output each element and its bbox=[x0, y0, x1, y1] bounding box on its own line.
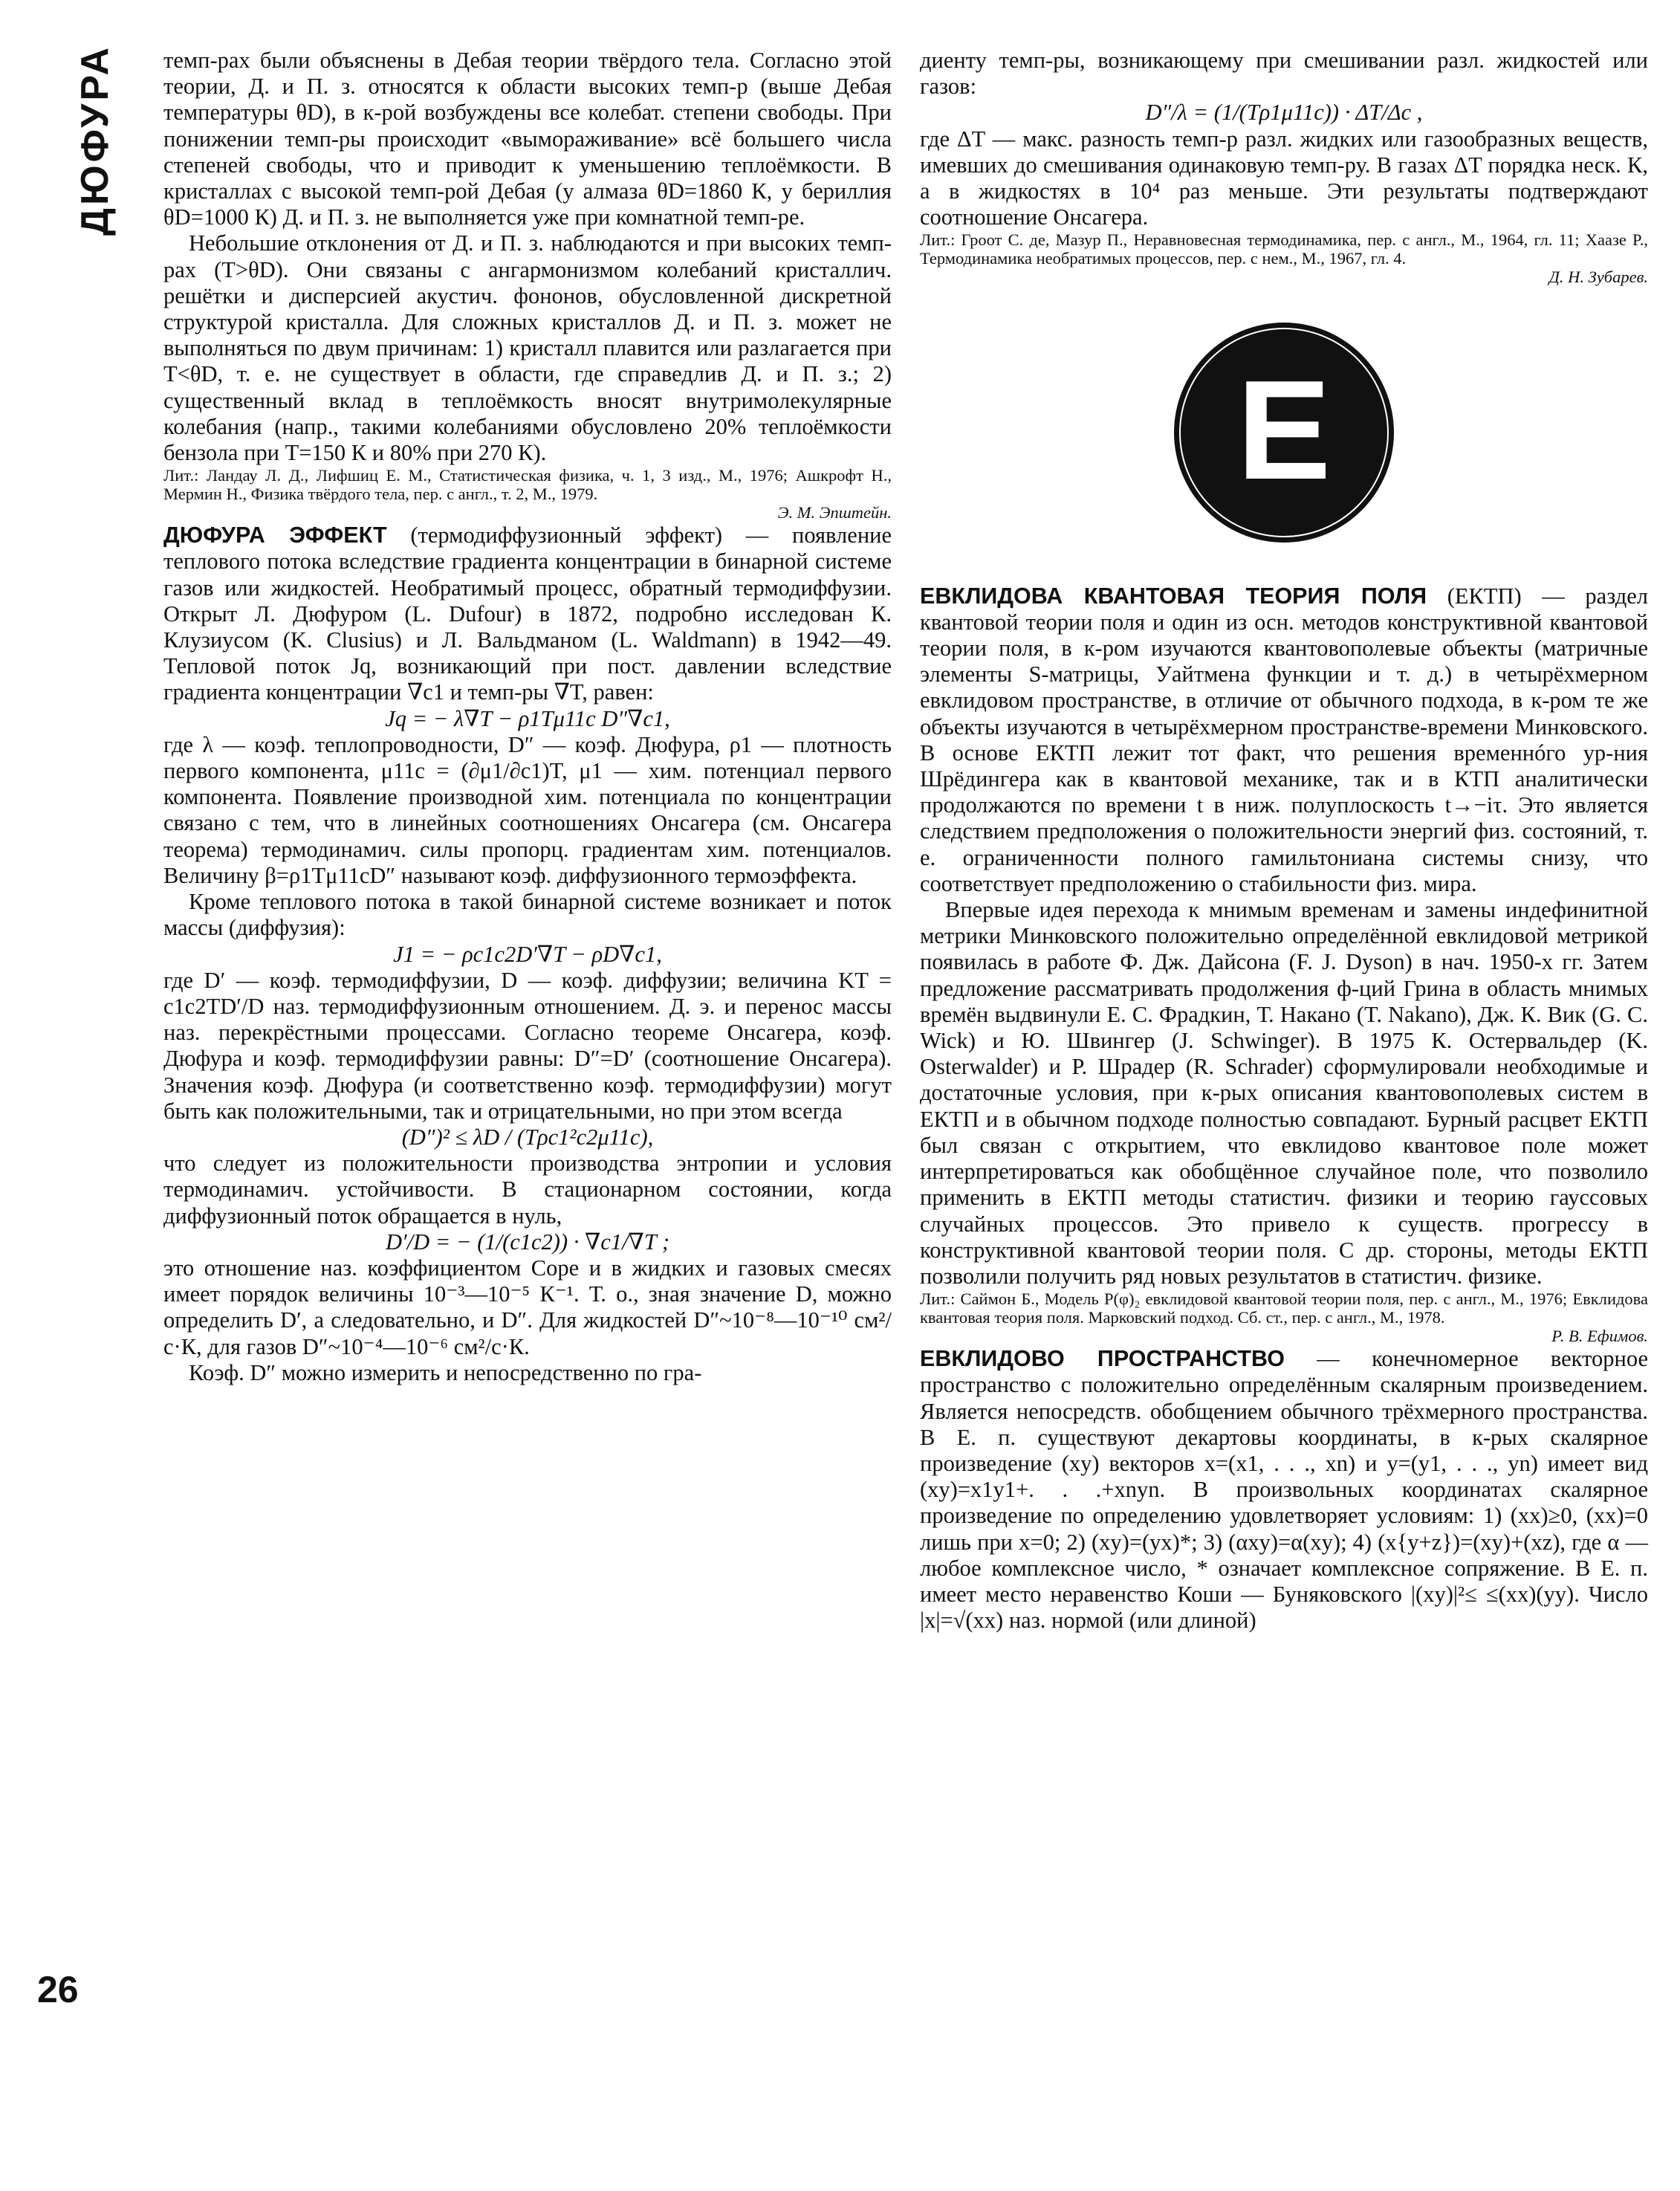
paragraph: Коэф. D″ можно измерить и непосредственно по гра- bbox=[189, 1359, 702, 1385]
formula: (D″)² ≤ λD / (Tρc1²c2μ11c), bbox=[401, 1124, 654, 1150]
formula: J1 = − ρc1c2D′∇T − ρD∇c1, bbox=[393, 941, 662, 967]
paragraph: Впервые идея перехода к мнимым временам и замены индефинитной метрики Минковского положительно определённой евклидовой метрикой появилась в работе Ф. Дж. Дайсона (F. J. Dyson) в нач. 1950-х гг. Затем предложение рассматривать продолжения ф-ций Грина в область мнимых времён выдвинули Е. С. Фрадкин, Т. Накано (T. Nakano), Дж. К. Вик (G. C. Wick) и Ю. Швингер (J. Schwinger). В 1975 К. Остервальдер (K. Osterwalder) и Р. Шрадер (R. Schrader) сформулировали необходимые и достаточные условия, при к-рых описания квантовополевых систем в ЕКТП и в обычном подходе полностью совпадают. Бурный расцвет ЕКТП был связан с открытием, что евклидово квантовое поле может интерпретироваться как обобщённое случайное поле, что позволило применить в ЕКТП методы статистич. физики и теорию гауссовых случайных процессов. Это привело к существ. прогрессу в конструктивной квантовой теории поля. С др. стороны, методы ЕКТП позволили получить ряд новых результатов в статистич. физике. bbox=[920, 897, 1648, 1289]
left-column bbox=[163, 48, 892, 1386]
paragraph: где λ — коэф. теплопроводности, D″ — коэф. Дюфура, ρ1 — плотность первого компонента, μ11c = (∂μ1/∂c1)T, μ1 — хим. потенциал первого компонента. Появление производной хим. потенциала по концентрации связано с тем, что в линейных соотношениях Онсагера (см. Онсагера теорема) термодинамич. силы пропорц. градиентам хим. потенциалов. Величину β=ρ1Tμ11cD″ называют коэф. диффузионного термоэффекта. bbox=[163, 731, 892, 888]
author-signature: Д. Н. Зубарев. bbox=[1548, 268, 1648, 287]
paragraph: Кроме теплового потока в такой бинарной системе возникает и поток массы (диффузия): bbox=[163, 889, 892, 941]
right-column bbox=[920, 48, 1648, 1634]
article-start bbox=[920, 1346, 1648, 1634]
article-title: ЕВКЛИДОВО ПРОСТРАНСТВО bbox=[920, 1346, 1285, 1372]
paragraph: темп-рах были объяснены в Дебая теории твёрдого тела. Согласно этой теории, Д. и П. з. относятся к области высоких темп-р (выше Дебая температуры θD), в к-рой возбуждены все колебат. степени свободы. При понижении темп-ры происходит «вымораживание» всё большего числа степеней свободы, что и приводит к уменьшению теплоёмкости. В кристаллах с высокой темп-рой Дебая (у алмаза θD=1860 К, у бериллия θD=1000 К) Д. и П. з. не выполняется уже при комнатной темп-ре. bbox=[163, 48, 892, 230]
literature-note: Лит.: Гроот С. де, Мазур П., Неравновесная термодинамика, пер. с англ., М., 1964, гл. 11; Хаазе Р., Термодинамика необратимых процессов, пер. с нем., М., 1967, гл. 4. bbox=[920, 230, 1648, 268]
paragraph: диенту темп-ры, возникающему при смешивании разл. жидкостей или газов: bbox=[920, 48, 1648, 100]
paragraph: Небольшие отклонения от Д. и П. з. наблюдаются и при высоких темп-рах (T>θD). Они связаны с ангармонизмом колебаний кристаллич. решётки и дисперсией акустич. фононов, обусловленной дискретной структурой кристалла. Для сложных кристаллов Д. и П. з. может не выполняться по двум причинам: 1) кристалл плавится или разлагается при T<θD, т. е. не существует в области, где справедлив Д. и П. з.; 2) существенный вклад в теплоёмкость вносят внутримолекулярные колебания (напр., такими колебаниями обусловлено 20% теплоёмкости бензола при T=150 К и 80% при 270 К). bbox=[163, 230, 892, 466]
article-lead: (ЕКТП) — раздел квантовой теории поля и один из осн. методов конструктивной квантовой теории поля, в к-ром изучаются квантовополевые объекты (матричные элементы S-матрицы, Уайтмена функции и т. д.) в четырёхмерном евклидовом пространстве, в отличие от обычного подхода, в к-ром те же объекты изучаются в четырёхмерном пространстве-времени Минковского. В основе ЕКТП лежит тот факт, что решения временнóго ур-ния Шрёдингера как в квантовой механике, так и в КТП аналитически продолжаются по времени t в ниж. полуплоскость t→−iτ. Это является следствием предположения о положительности энергий физ. состояний, т. е. ограниченности полного гамильтониана системы снизу, что соответствует предположению о стабильности физ. мира. bbox=[920, 583, 1648, 896]
literature-note: Лит.: Ландау Л. Д., Лифшиц Е. М., Статистическая физика, ч. 1, 3 изд., М., 1976; Ашкрофт Н., Мермин Н., Физика твёрдого тела, пер. с англ., т. 2, М., 1979. bbox=[163, 466, 892, 504]
article-lead: — конечномерное векторное пространство с положительно определённым скалярным произведением. Является непосредств. обобщением обычного трёхмерного пространства. В Е. п. существуют декартовы координаты, в к-рых скалярное произведение (xy) векторов x=(x1, . . ., xn) и y=(y1, . . ., yn) имеет вид (xy)=x1y1+. . .+xnyn. В произвольных координатах скалярное произведение по определению удовлетворяет условиям: 1) (xx)≥0, (xx)=0 лишь при x=0; 2) (xy)=(yx)*; 3) (αxy)=α(xy); 4) (x{y+z})=(xy)+(xz), где α — любое комплексное число, * означает комплексное сопряжение. В Е. п. имеет место неравенство Коши — Буняковского |(xy)|²≤ ≤(xx)(yy). Число |x|=√(xx) наз. нормой (или длиной) bbox=[920, 1346, 1649, 1634]
article-start bbox=[920, 583, 1648, 897]
paragraph: это отношение наз. коэффициентом Соре и в жидких и газовых смесях имеет порядок величины 10⁻³—10⁻⁵ К⁻¹. Т. о., зная значение D, можно определить D′, а следовательно, и D″. Для жидкостей D″~10⁻⁸—10⁻¹⁰ см²/с·К, для газов D″~10⁻⁴—10⁻⁶ см²/с·К. bbox=[163, 1255, 892, 1359]
formula: D″/λ = (1/(Tρ1μ11c)) · ΔT/Δc , bbox=[1145, 100, 1423, 126]
article-lead: (термодиффузионный эффект) — появление теплового потока вследствие градиента концентрации в бинарной системе газов или жидкостей. Необратимый процесс, обратный термодиффузии. Открыт Л. Дюфуром (L. Dufour) в 1872, подробно исследован К. Клузиусом (K. Clusius) и Л. Вальдманом (L. Waldmann) в 1942—49. Тепловой поток Jq, возникающий при пост. давлении вследствие градиента концентрации ∇c1 и темп-ры ∇T, равен: bbox=[163, 522, 892, 705]
article-start bbox=[163, 522, 892, 705]
formula: Jq = − λ∇T − ρ1Tμ11c D″∇c1, bbox=[385, 705, 670, 731]
section-letter bbox=[920, 321, 1648, 550]
page-number: 26 bbox=[37, 1969, 79, 2010]
section-letter-icon bbox=[1173, 321, 1395, 544]
paragraph: где D′ — коэф. термодиффузии, D — коэф. диффузии; величина KT = c1c2TD′/D наз. термодиффузионным отношением. Д. э. и перенос массы наз. перекрёстными процессами. Согласно теореме Онсагера, коэф. Дюфура и коэф. термодиффузии равны: D″=D′ (соотношение Онсагера). Значения коэф. Дюфура (и соответственно коэф. термодиффузии) могут быть как положительными, так и отрицательными, но при этом всегда bbox=[163, 967, 892, 1124]
author-signature: Р. В. Ефимов. bbox=[1551, 1327, 1648, 1346]
formula: D′/D = − (1/(c1c2)) · ∇c1/∇T ; bbox=[385, 1229, 670, 1255]
running-head: ДЮФУРА bbox=[74, 45, 117, 236]
article-title: ДЮФУРА ЭФФЕКТ bbox=[163, 522, 387, 548]
paragraph: что следует из положительности производства энтропии и условия термодинамич. устойчивости. В стационарном состоянии, когда диффузионный поток обращается в нуль, bbox=[163, 1150, 892, 1229]
paragraph: где ΔT — макс. разность темп-р разл. жидких или газообразных веществ, имевших до смешивания одинаковую темп-ру. В газах ΔT порядка неск. К, а в жидкостях в 10⁴ раз меньше. Эти результаты подтверждают соотношение Онсагера. bbox=[920, 126, 1648, 230]
author-signature: Э. М. Эпштейн. bbox=[777, 503, 892, 522]
literature-note: Лит.: Саймон Б., Модель P(φ)₂ евклидовой квантовой теории поля, пер. с англ., М., 1976; Евклидова квантовая теория поля. Марковский подход. Сб. ст., пер. с англ., М., 1978. bbox=[920, 1289, 1648, 1327]
section-letter-text: E bbox=[1236, 352, 1332, 510]
article-title: ЕВКЛИДОВА КВАНТОВАЯ ТЕОРИЯ ПОЛЯ bbox=[920, 583, 1427, 609]
